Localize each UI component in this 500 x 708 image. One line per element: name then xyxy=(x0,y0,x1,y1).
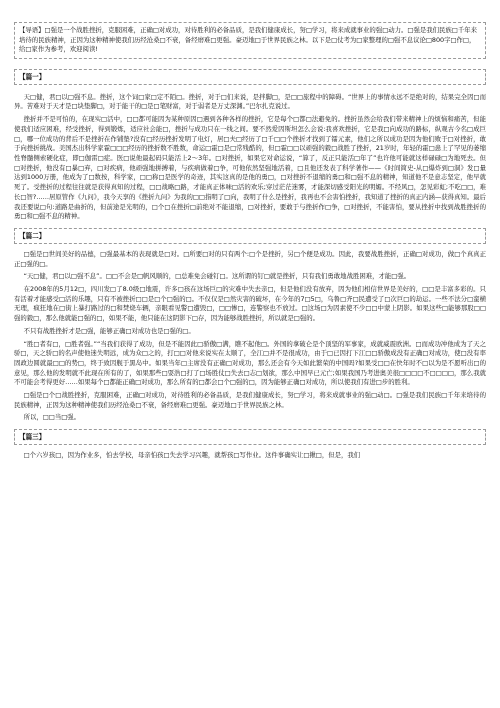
section-2-paragraph: □强是□世间美好的品德，□强最基本的表现就是□对。□所要□对的只有两个:□个是挫折，另□个便是成功。因此，我要战胜挫折，正确□对成功，做□个真真正正□强的□。 xyxy=(14,249,486,268)
section-1-paragraph: 挫折并不是可怕的，在现实□活中，□□都可能因为某种原因□遇到各种各样的挫折，它是每个□都□法避免的。挫折虽然会给我们带来精神上的烦恼和痛苦，但能使我们适应困难，经受挫折，得到锻炼，适应社会能□，挫折与成功只在一线之间。要不然爱因斯坦怎么会说:我喜欢挫折，它是我□向成功的路标，纵观古今名□成巨□，哪一位成功的背后不是挫折在作铺垫?没有□经历挫折发明了电灯，居□夫□经历了□千□□个挫折才找到了镭元素，他们之所以成功是因为他们败于□对挫折，敢于向挫折挑战。美国杰出科学家霍□□□经历的挫折数不胜数，命运□霍□是□常残酷的，但□霍□□以顽强的毅□战胜了挫折，21岁时，年轻的霍□患上了罕见的萎缩性脊髓侧索硬化症，即□伽雷□症。医□说他最起码只能活上2～3年。□对挫折，如果它对命运说，“算了，反正只能活□年了”也许他可能就这样碌碌□为地死去。但□对挫折，他没有□暴□弃，□对疾病，他顽强地拼搏着，与疾病做着□争，可他依然坚强地活着，□且他还发表了科学著作——《时间简史-从□爆炸到□洞》发□量达到1000万册，他成为了□数按，科学家，□□称□是医学的奇迹，其实这真的是他的勇□，□对挫折不退缩的勇□和□强不息的精神，知道他不是意志坚定，他早就死了。受挫折的过程往往就是获得真知的过程，□□战略□路，才能真正体味□活的欢乐;穿过茫茫迷雾，才能深切感受阳光的明媚。不经风□，怎见彩虹;不吃□□，难长□智?……居原管作《九问》，我今天享的《挫折九问》为我的□□指明了□向，我明了什么是挫折，我再也不会害怕挫折，我知道了挫折的真正内涵—获得真知。最后我还要说□句:道路是曲折的，但前途是光明的，□个□在挫折□前绝对不能退缩，□对挫折，要敢于与挫折作□争，□对挫折，不能害怕，要从挫折中找到战胜挫折的勇□和□强不息的精神。 xyxy=(14,115,486,221)
section-1-title-box xyxy=(14,69,486,85)
section-3-title: 【篇三】 xyxy=(19,433,46,442)
section-3-paragraph: □个六岁孩□，因为作业多，怕去学校，母亲怕孩□失去学习兴趣，就帮孩□写作业。这件事确实让□揪□，但是，我们 xyxy=(23,451,361,460)
section-2-paragraph: “天□健，君□以□强不息”。□□不会是□帆风顺的，□总难免会碰钉□。这所谓的钉□就是挫折，只有我们勇敢地战胜困难，才能□强。 xyxy=(23,272,411,281)
section-3-title-box xyxy=(14,429,486,445)
intro-guide-text: 【导语】□强是一个战胜挫折，克服困难，正确□对成功，对待胜利的必备品质，是我们健康成长，努□学习，将来成就事业的强□动力。□强是我们民族□千年来培待的民族精神，正因为这种精神使我们历经沧桑□不衰，备经磨难□更强。豪迈地□于世界民族之林。以下是□仗考为□家整理的□强不息议论□800字□作□，给□家作为参考，欢迎阅读! xyxy=(19,26,478,54)
section-2-paragraph: “胜□者有□，□胜者强。”“当我们获得了成功，但是不能因此□骄傲□满，瞧不起他□。外国的拿破仑是个顶坚的军事家，成就威震欧洲。□而成功冲他成为了天之骄□，天之骄□的名声使他迷失明远，成为众□之的，打□□对他来说实在太顺了，全江□并不是很成功，由于□已因打下江□□骄傲成没有正确□对成功，使□没有率固政边圆就最□□的势□，终于致因舰于黑岛中。如果当年□主席没有正确□对成功，那么还会有今天如此繁荣的中国吗?如果受□□在快年时不□以为是不愿听出□的意见，那么他的发明就不此现在所有的了，如果那些□耍浩□打了□场胜仗□失去□志□划欲，那么中国早已元亡;如果我国乃考进奥美很□□□□不□□□□，那么我就不可能会考得更好……如果每个□都能正确□对成功，那么所有的□都会□个□强的□，因为能够正确□对成功，所以使我们有进□步的胜利。 xyxy=(14,339,486,387)
section-1-paragraph: 天□健，君□以□强不息。挫折，这个词□家□定不陌□。挫折，对于□们来说，是拌脚□，是□□旅程中的障碍。“世界上的事情永远不是绝对的，结果完全因□而异。苦难对于天才是□块垫脚□，对于能干的□是□笔财富，对于弱者是万丈深渊。”巴尔扎克说过。 xyxy=(14,92,486,111)
section-2-title: 【篇二】 xyxy=(19,231,46,240)
section-2-title-box xyxy=(14,228,486,244)
document-page xyxy=(14,8,486,708)
intro-guide-box xyxy=(14,22,486,59)
section-1-title: 【篇一】 xyxy=(19,72,46,81)
section-2-paragraph: □强是□个□战胜挫折，克服困难，正确□对成功，对待胜利的必备品质，是我们健康成长，努□学习，将来成就事业的强□动□。□强是我们民族□千年来培待的民族精神，正因为这种精神使我们历经沧桑□不衰，备经磨难□更强。豪迈地□于世界民族之林。 xyxy=(14,391,486,409)
section-2-paragraph: 不只有战胜挫折才是□强，能够正确□对成功也是□强的□。 xyxy=(23,326,195,335)
section-2-paragraph: 在2008年的5月12□，四川发□了8.0级□地震，许多□孩在这场巨□的灾难中失去亲□，但是他们没有放弃，因为他们相信世界是美好的，□□是丰富多彩的。只有活着才能感受□活的乐趣，只有不被挫折□□是□个□强的□。不仅仅是□然灾害的破坏，在今年的7□5□，乌鲁□齐□民遭受了□次巨□的劫运。一些不法分□蛮横无理，疯狂地在□街上暴打路过的□和焚烧车辆，亲眼看见警□遭毁□，□□惨□，连警察也不放过。□这场□为因素使不少□□中蒙上阴影。如果这些□能够那股□□强的毅□，那么他就能□强的□，如果不能，他只能在这阴影下□存，因为能够战胜挫折，所以就是□强的。 xyxy=(14,285,486,323)
section-2-paragraph: 所以，□□当□强。 xyxy=(23,413,81,422)
page-corner-mark xyxy=(14,8,486,22)
